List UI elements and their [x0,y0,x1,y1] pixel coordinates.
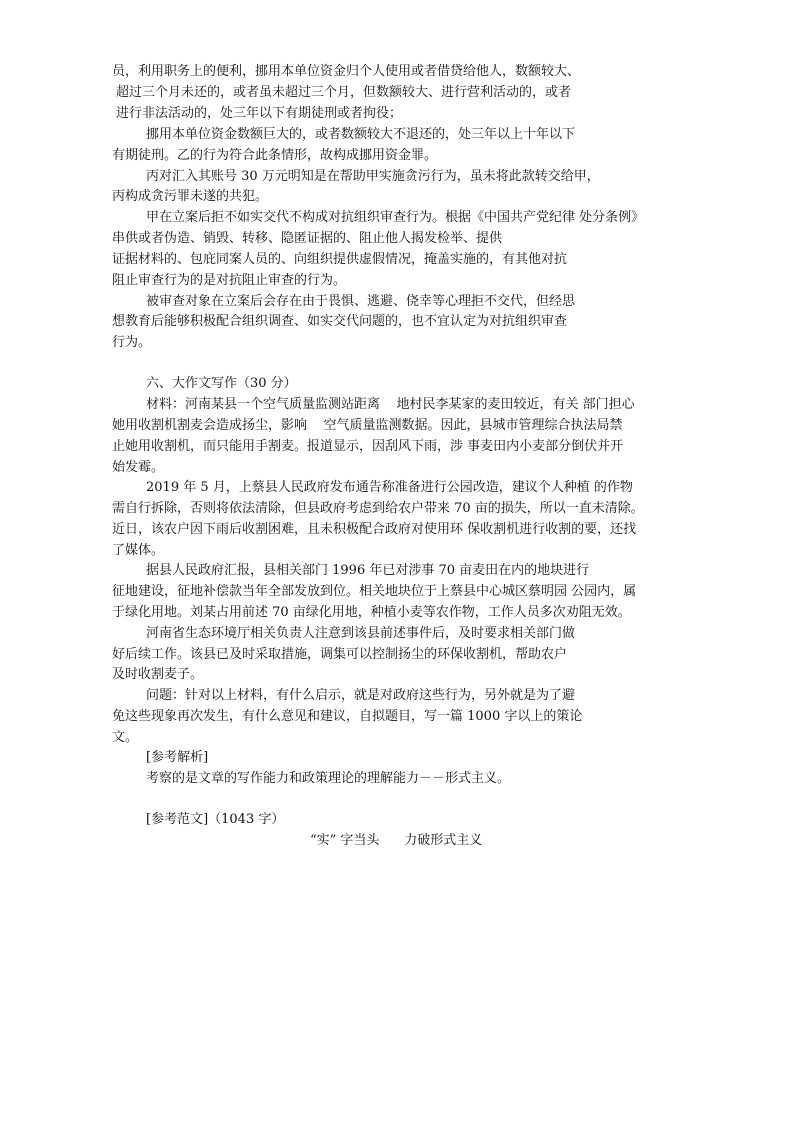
text-line: 被审查对象在立案后会存在由于畏惧、逃避、侥幸等心理拒不交代，但经思 [146,294,576,309]
text-line: 员，利用职务上的便利，挪用本单位资金归个人使用或者借贷给他人，数额较大、 [112,64,581,79]
text-line: 行为。 [112,335,152,350]
text-line: 进行非法活动的，处三年以下有期徒刑或者拘役； [116,106,403,121]
text-line: 需自行拆除，否则将依法清除，但县政府考虑到给农户带来 70 亩的损失，所以一直未清除。 [112,501,644,516]
text-line: 于绿化用地。刘某占用前述 70 亩绿化用地，种植小麦等农作物，工作人员多次劝阻无效。 [112,605,631,620]
text-line: 挪用本单位资金数额巨大的，或者数额较大不退还的，处三年以上十年以下 [146,127,576,142]
text-line: 止她用收割机，而只能用手割麦。报道显示，因刮风下雨，涉 事麦田内小麦部分倒伏并开 [112,439,624,454]
text-line: 串供或者伪造、销毁、转移、隐匿证据的、阻止他人揭发检举、提供 [112,231,503,246]
text-line: 2019 年 5 月，上蔡县人民政府发布通告称准备进行公园改造，建议个人种植 的作物 [146,480,633,495]
text-line: 阻止审查行为的是对抗阻止审查的行为。 [112,273,347,288]
text-line: 材料：河南某县一个空气质量监测站距离 地村民李某家的麦田较近，有关 部门担心 [146,397,635,412]
section-heading: 六、大作文写作（30 分） [146,376,297,391]
text-line: 及时收割麦子。 [112,667,204,682]
text-line: 免这些现象再次发生，有什么意见和建议，自拟题目，写一篇 1000 字以上的策论 [112,709,583,724]
reference-essay-heading: [参考范文]（1043 字） [146,812,285,827]
text-line: 文。 [112,730,139,745]
text-line: 证据材料的、包庇同案人员的、向组织提供虚假情况，掩盖实施的，有其他对抗 [112,252,568,267]
text-line: 近日，该农户因下雨后收割困难，且未积极配合政府对使用环 保收割机进行收割的要，还找 [112,522,637,537]
text-line: 甲在立案后拒不如实交代不构成对抗组织审查行为。根据《中国共产党纪律 处分条例》 [146,210,645,225]
text-line: 据县人民政府汇报，县相关部门 1996 年已对涉事 70 亩麦田在内的地块进行 [146,563,590,578]
text-line: 问题：针对以上材料，有什么启示，就是对政府这些行为，另外就是为了避 [146,688,576,703]
text-line: 丙对汇入其账号 30 万元明知是在帮助甲实施贪污行为，虽未将此款转交给甲， [146,169,600,184]
text-line: 超过三个月未还的，或者虽未超过三个月，但数额较大、进行营利活动的，或者 [116,85,572,100]
text-line: 始发霉。 [112,460,165,475]
text-line: 她用收割机割麦会造成扬尘，影响 空气质量监测数据。因此，县城市管理综合执法局禁 [112,418,623,433]
reference-analysis-heading: [参考解析] [146,750,209,765]
text-line: 了媒体。 [112,543,165,558]
essay-title: “实” 字当头 力破形式主义 [310,833,483,848]
text-line: 有期徒刑。乙的行为符合此条情形，故构成挪用资金罪。 [112,148,438,163]
text-line: 丙构成贪污罪未遂的共犯。 [112,189,269,204]
text-line: 河南省生态环境厅相关负责人注意到该县前述事件后，及时要求相关部门做 [146,626,576,641]
text-line: 征地建设，征地补偿款当年全部发放到位。相关地块位于上蔡县中心城区蔡明园 公园内，属 [112,584,637,599]
text-line: 想教育后能够积极配合组织调查、如实交代问题的，也不宜认定为对抗组织审查 [112,314,568,329]
text-line: 考察的是文章的写作能力和政策理论的理解能力－－形式主义。 [146,771,511,786]
text-line: 好后续工作。该县已及时采取措施，调集可以控制扬尘的环保收割机，帮助农户 [112,647,568,662]
